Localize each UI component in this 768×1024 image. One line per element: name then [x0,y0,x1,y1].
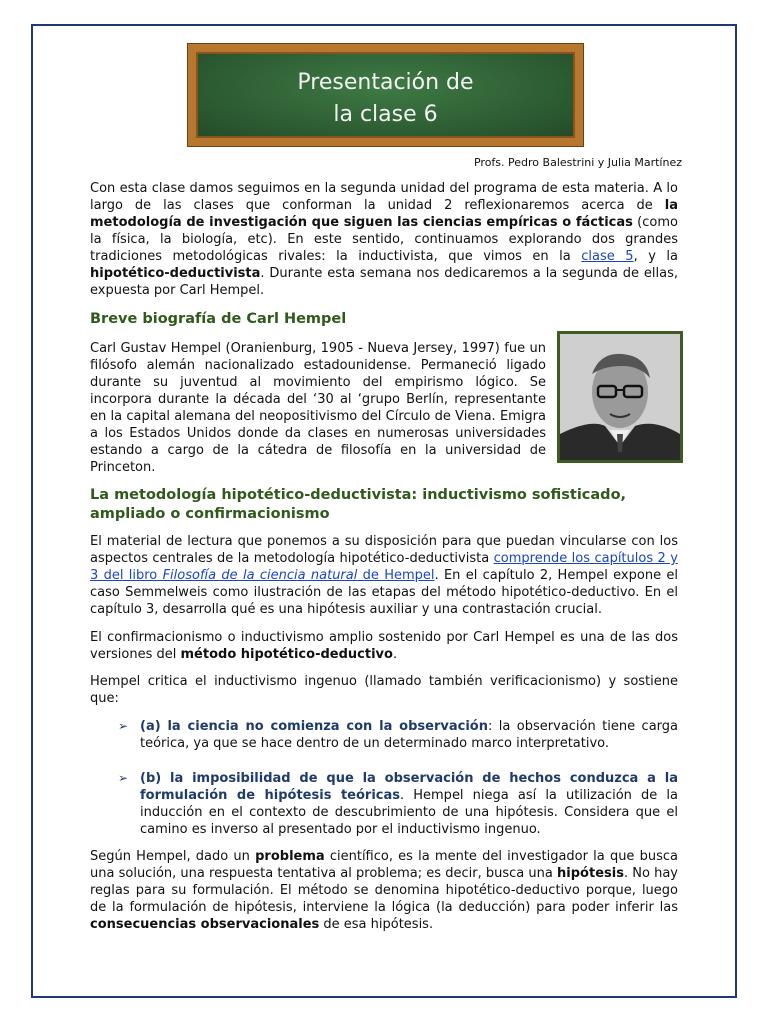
bio-paragraph: Carl Gustav Hempel (Oranienburg, 1905 - Nueva Jersey, 1997) fue un filósofo alemán nacionalizado estadounidense. Permaneció ligado durante su juventud al movimiento del empirismo lógico. Se incorpora durante la década del ‘30 al ‘grupo Berlín, representante en la capital alemana del neopositivismo del Círculo de Viena. Emigra a los Estados Unidos donde da clases en numerosas universidades estando a cargo de la cátedra de filosofía en la universidad de Princeton. [90,341,546,475]
title-line-2: la clase 6 [333,102,438,127]
clase-5-link[interactable]: clase 5 [581,249,634,264]
bio-heading: Breve biografía de Carl Hempel [90,311,347,327]
intro-paragraph: Con esta clase damos seguimos en la segunda unidad del programa de esta materia. A lo largo de las clases que conforman la unidad 2 reflexionaremos acerca de la metodología de investigación que siguen las ciencias empíricas o fácticas (como la física, la biología, etc). En este sentido, continuamos explorando dos grandes tradiciones metodológicas rivales: la inductivista, que vimos en la clase 5, y la hipotético-deductivista. Durante esta semana nos dedicaremos a la segunda de ellas, expuesta por Carl Hempel. [90,181,678,298]
bullet-arrow-icon: ➢ [118,771,129,785]
method-paragraph-3: Hempel critica el inductivismo ingenuo (llamado también verificacionismo) y sostiene que: [90,674,678,706]
bullet-a: (a) la ciencia no comienza con la observación: la observación tiene carga teórica, ya que se hace dentro de un determinado marco interpretativo. [140,719,678,751]
title-line-1: Presentación de [297,70,474,95]
hempel-portrait [557,331,683,463]
authors: Profs. Pedro Balestrini y Julia Martínez [473,156,682,169]
method-paragraph-2: El confirmacionismo o inductivismo amplio sostenido por Carl Hempel es una de las dos versiones del método hipotético-deductivo. [90,630,678,662]
method-paragraph-4: Según Hempel, dado un problema científico, es la mente del investigador la que busca una solución, una respuesta tentativa al problema; es decir, busca una hipótesis. No hay reglas para su formulación. El método se denomina hipotético-deductivo porque, luego de la formulación de hipótesis, interviene la lógica (la deducción) para poder inferir las consecuencias observacionales de esa hipótesis. [90,849,679,932]
method-heading: La metodología hipotético-deductivista: inductivismo sofisticado, ampliado o confirmacionismo [90,487,627,522]
chalkboard-title [188,44,583,146]
method-paragraph-1: El material de lectura que ponemos a su disposición para que puedan vincularse con los aspectos centrales de la metodología hipotético-deductivista comprende los capítulos 2 y 3 del libro Filosofía de la ciencia natural de Hempel. En el capítulo 2, Hempel expone el caso Semmelweis como ilustración de las etapas del método hipotético-deductivo. En el capítulo 3, desarrolla qué es una hipótesis auxiliar y una contrastación crucial. [90,534,678,617]
bullet-arrow-icon: ➢ [118,719,129,733]
libro-link[interactable]: comprende los capítulos 2 y 3 del libro Filosofía de la ciencia natural de Hempel [90,551,678,583]
bullet-b: (b) la imposibilidad de que la observación de hechos conduzca a la formulación de hipótesis teóricas. Hempel niega así la utilización de la inducción en el contexto de descubrimiento de una hipótesis. Considera que el camino es inverso al presentado por el inductivismo ingenuo. [140,771,678,837]
